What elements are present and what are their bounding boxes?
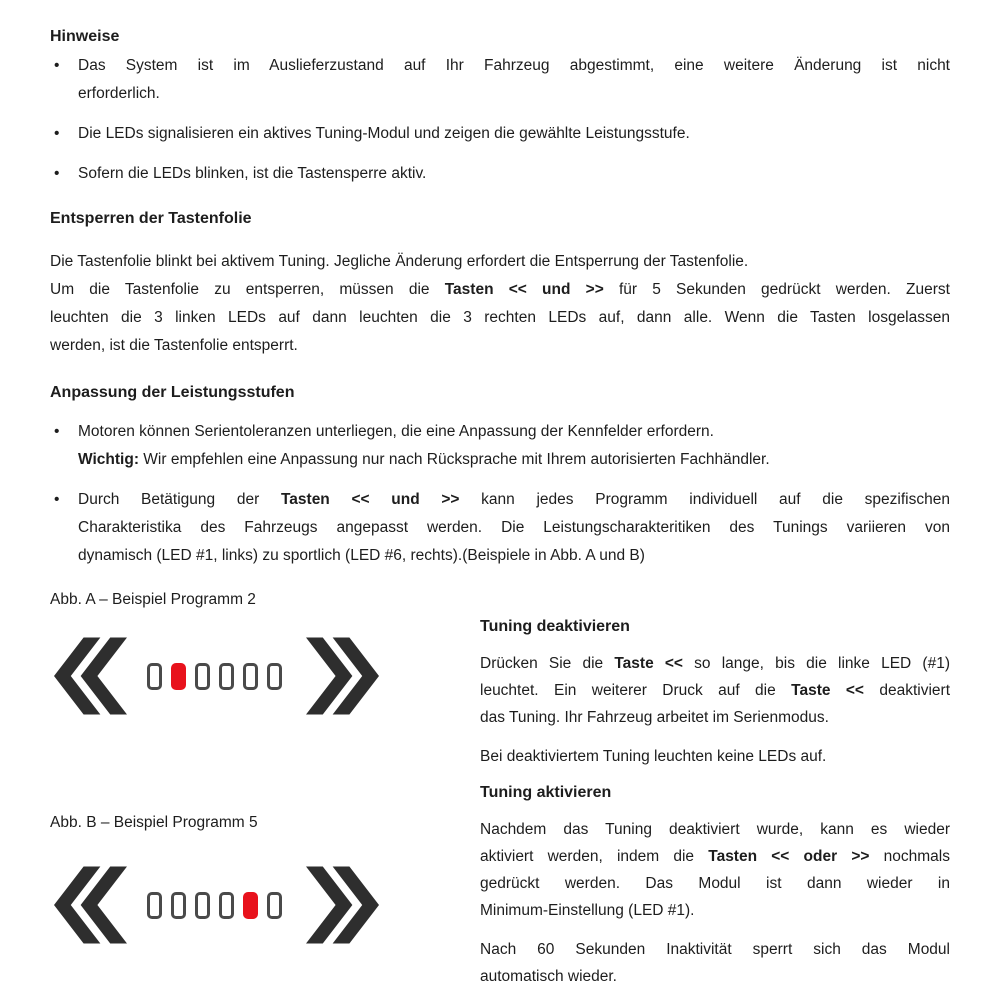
text-run: leuchtet. Ein weiterer Druck auf die	[480, 682, 792, 699]
entsperren-heading: Entsperren der Tastenfolie	[50, 210, 252, 227]
text-run: Das System ist im Auslieferzustand auf Ihr Fahrzeug abgestimmt, eine weitere Änderung ist nicht	[78, 57, 950, 74]
entsperren-paragraph	[50, 248, 950, 360]
bullet-marker: •	[54, 125, 60, 142]
text-run: Sofern die LEDs blinken, ist die Tastensperre aktiv.	[78, 165, 427, 182]
list-item	[50, 52, 950, 108]
text-run: Nachdem das Tuning deaktiviert wurde, kann es wieder	[480, 821, 950, 838]
list-item	[50, 120, 950, 148]
chevrons-left-icon	[54, 866, 127, 944]
text-line	[50, 248, 950, 276]
text-run: für 5 Sekunden gedrückt werden. Zuerst	[603, 281, 950, 298]
list-item-text	[78, 418, 950, 474]
text-line	[78, 514, 950, 542]
bullet-marker: •	[54, 491, 60, 508]
text-run: Die Tastenfolie blinkt bei aktivem Tuning. Jegliche Änderung erfordert die Entsperrung der Tastenfolie.	[50, 253, 749, 270]
list-item-text	[78, 52, 950, 108]
text-run: gedrückt werden. Das Modul ist dann wieder in	[480, 875, 950, 892]
text-line	[480, 650, 950, 677]
text-line	[78, 52, 950, 80]
text-line	[480, 870, 950, 897]
tuning-aktivieren-paragraph	[480, 816, 950, 924]
text-run: automatisch wieder.	[480, 968, 617, 985]
tuning-deaktivieren-paragraph	[480, 650, 950, 731]
list-item	[50, 418, 950, 474]
list-item-text	[78, 160, 950, 188]
bold-text-run: Taste <<	[614, 655, 683, 672]
list-item	[50, 486, 950, 570]
text-run: aktiviert werden, indem die	[480, 848, 709, 865]
instructions-column	[480, 586, 950, 1002]
text-run: Drücken Sie die	[480, 655, 615, 672]
text-line	[480, 963, 950, 990]
text-line	[480, 743, 950, 770]
text-run: erforderlich.	[78, 85, 160, 102]
text-run: Charakteristika des Fahrzeugs angepasst werden. Die Leistungscharakteritiken des Tunings variieren von	[78, 519, 950, 536]
text-run: Bei deaktiviertem Tuning leuchten keine LEDs auf.	[480, 748, 827, 765]
text-line	[480, 936, 950, 963]
text-line	[78, 418, 950, 446]
tuning-aktivieren-note	[480, 936, 950, 990]
led-indicator-off	[147, 892, 162, 919]
text-line	[50, 332, 950, 360]
bullet-marker: •	[54, 165, 60, 182]
text-run: dynamisch (LED #1, links) zu sportlich (LED #6, rechts).(Beispiele in Abb. A und B)	[78, 547, 645, 564]
text-run: Durch Betätigung der	[78, 491, 281, 508]
chevrons-right-icon	[306, 866, 379, 944]
led-row	[147, 892, 282, 919]
bold-text-run: Tasten << und >>	[444, 281, 604, 298]
two-column-area	[50, 586, 950, 1002]
text-run: kann jedes Programm individuell auf die spezifischen	[459, 491, 950, 508]
led-indicator-off	[195, 663, 210, 690]
chevrons-right-icon	[306, 637, 379, 715]
anpassung-list	[50, 418, 950, 570]
led-indicator-on	[243, 892, 258, 919]
list-item-text	[78, 486, 950, 570]
text-run: so lange, bis die linke LED (#1)	[683, 655, 950, 672]
led-row	[147, 663, 282, 690]
text-line	[78, 120, 950, 148]
bold-text-run: Taste <<	[791, 682, 864, 699]
tuning-aktivieren-heading: Tuning aktivieren	[480, 784, 612, 801]
led-indicator-off	[267, 892, 282, 919]
text-run: nochmals	[869, 848, 950, 865]
bullet-marker: •	[54, 423, 60, 440]
text-line	[480, 677, 950, 704]
led-indicator-off	[243, 663, 258, 690]
figure-a-led-diagram	[54, 637, 480, 715]
text-line	[480, 704, 950, 731]
figure-b-label: Abb. B – Beispiel Programm 5	[50, 814, 258, 831]
figure-a-label: Abb. A – Beispiel Programm 2	[50, 591, 256, 608]
tuning-deaktivieren-note	[480, 743, 950, 770]
text-run: Minimum-Einstellung (LED #1).	[480, 902, 695, 919]
text-line	[78, 486, 950, 514]
hinweise-list	[50, 52, 950, 188]
figures-column	[50, 586, 480, 1002]
text-run: Wir empfehlen eine Anpassung nur nach Rücksprache mit Ihrem autorisierten Fachhändler.	[139, 451, 770, 468]
text-line	[480, 897, 950, 924]
led-indicator-on	[171, 663, 186, 690]
text-run: werden, ist die Tastenfolie entsperrt.	[50, 337, 298, 354]
text-run: Nach 60 Sekunden Inaktivität sperrt sich das Modul	[480, 941, 950, 958]
text-line	[78, 160, 950, 188]
led-indicator-off	[267, 663, 282, 690]
hinweise-heading: Hinweise	[50, 28, 120, 45]
led-indicator-off	[195, 892, 210, 919]
text-line	[50, 276, 950, 304]
text-run: Um die Tastenfolie zu entsperren, müssen die	[50, 281, 445, 298]
led-indicator-off	[219, 663, 234, 690]
figure-b-led-diagram	[54, 866, 480, 944]
text-run: Motoren können Serientoleranzen unterliegen, die eine Anpassung der Kennfelder erfordern.	[78, 423, 714, 440]
text-line	[480, 816, 950, 843]
text-line	[78, 542, 950, 570]
anpassung-heading: Anpassung der Leistungsstufen	[50, 384, 295, 401]
bold-text-run: Tasten << und >>	[280, 491, 460, 508]
led-indicator-off	[147, 663, 162, 690]
bullet-marker: •	[54, 57, 60, 74]
text-line	[78, 446, 950, 474]
text-line	[480, 843, 950, 870]
list-item	[50, 160, 950, 188]
bold-text-run: Wichtig:	[78, 451, 139, 468]
text-run: Die LEDs signalisieren ein aktives Tuning-Modul und zeigen die gewählte Leistungsstufe.	[78, 125, 690, 142]
text-line	[78, 80, 950, 108]
text-run: leuchten die 3 linken LEDs auf dann leuchten die 3 rechten LEDs auf, dann alle. Wenn die Tasten losgelassen	[50, 309, 950, 326]
text-run: das Tuning. Ihr Fahrzeug arbeitet im Serienmodus.	[480, 709, 829, 726]
text-run: deaktiviert	[863, 682, 950, 699]
text-line	[50, 304, 950, 332]
led-indicator-off	[219, 892, 234, 919]
tuning-deaktivieren-heading: Tuning deaktivieren	[480, 618, 630, 635]
led-indicator-off	[171, 892, 186, 919]
list-item-text	[78, 120, 950, 148]
bold-text-run: Tasten << oder >>	[708, 848, 870, 865]
chevrons-left-icon	[54, 637, 127, 715]
